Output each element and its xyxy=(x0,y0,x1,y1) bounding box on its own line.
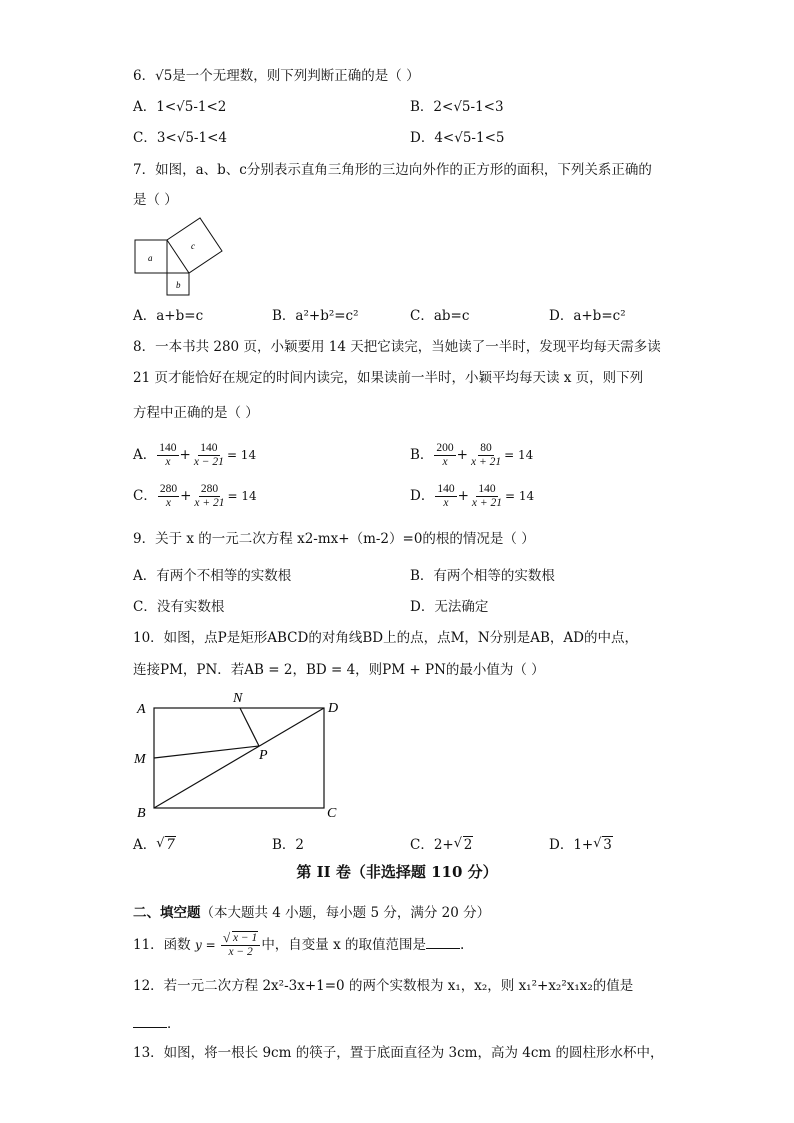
q10-c-sqrt xyxy=(454,835,474,855)
q12-answer-line xyxy=(133,1014,181,1034)
q8-c-frac2 xyxy=(192,483,226,510)
q8-d-den1: x xyxy=(443,497,449,509)
q10-d-radicand: 3 xyxy=(603,837,612,853)
q10-label-a: A xyxy=(137,702,146,717)
q10-c-prefix: 2+ xyxy=(433,837,454,853)
q9-option-d: D．无法确定 xyxy=(410,599,489,615)
q8-d-eq: = 14 xyxy=(505,489,535,503)
q8-c-den1: x xyxy=(165,497,172,509)
q10-d-label: D． xyxy=(549,837,574,853)
q11-end: . xyxy=(460,937,465,953)
q8-a-den1: x xyxy=(165,456,171,468)
q8-c-label: C． xyxy=(133,488,157,504)
q8-b-num2: 80 xyxy=(480,442,492,454)
q10-c-label: C． xyxy=(410,837,434,853)
q6-stem: 6．√5是一个无理数，则下列判断正确的是（ ） xyxy=(133,68,420,84)
q10-option-d xyxy=(549,835,613,855)
q7-option-d: D．a+b=c² xyxy=(549,308,626,324)
q10-label-c: C xyxy=(327,806,337,821)
q6-option-a: A．1<√5-1<2 xyxy=(133,99,227,115)
q6-option-c: C．3<√5-1<4 xyxy=(133,130,227,146)
q8-d-num2: 140 xyxy=(478,483,496,495)
q10-label-b: B xyxy=(137,806,146,821)
q12-answer-blank[interactable] xyxy=(133,1015,167,1028)
q8-c-eq: = 14 xyxy=(227,489,257,503)
q8-b-den1: x xyxy=(442,456,448,468)
q8-option-a: A． $\frac{140}{x}$ + $\frac{140}{x - 21}$ = 14 xyxy=(133,442,257,468)
q8-d-frac1 xyxy=(435,483,456,510)
q11-sqrt xyxy=(223,932,258,945)
section-2-title: 第 II 卷（非选择题 110 分） xyxy=(296,863,498,881)
q11-prefix: 11．函数 xyxy=(133,937,191,953)
q11-den: x − 2 xyxy=(228,946,253,958)
q10-a-sqrt xyxy=(156,835,176,855)
q11-frac xyxy=(221,932,260,959)
q10-a-radicand: 7 xyxy=(166,837,175,853)
q10-stem-line2: 连接PM，PN．若AB = 2，BD = 4，则PM + PN的最小值为（ ） xyxy=(133,662,545,678)
q8-b-frac2 xyxy=(469,442,503,469)
q8-a-eq: = 14 xyxy=(226,448,257,462)
q8-option-b: B． $\frac{200}{x}$ + $\frac{80}{x + 21}$ = 14 xyxy=(410,442,534,468)
q9-stem: 9．关于 x 的一元二次方程 x2-mx+（m-2）=0的根的情况是（ ） xyxy=(133,531,535,547)
q8-b-frac1 xyxy=(434,442,455,469)
q8-b-eq: = 14 xyxy=(504,448,534,462)
q8-d-label: D． xyxy=(410,488,435,504)
q10-stem-line1: 10．如图，点P是矩形ABCD的对角线BD上的点，点M，N分别是AB，AD的中点， xyxy=(133,630,638,646)
q11-answer-blank[interactable] xyxy=(426,936,460,949)
q7-stem-line2: 是（ ） xyxy=(133,192,178,208)
q10-a-label: A． xyxy=(133,837,157,853)
q9-option-b: B．有两个相等的实数根 xyxy=(410,568,555,584)
q8-d-frac2 xyxy=(470,483,504,510)
q10-label-d: D xyxy=(328,701,339,716)
q8-a-frac1 xyxy=(157,442,178,469)
q7-label-a: a xyxy=(148,253,153,263)
q10-option-a xyxy=(133,835,176,855)
q7-stem-line1: 7．如图，a、b、c分别表示直角三角形的三边向外作的正方形的面积，下列关系正确的 xyxy=(133,162,652,178)
q7-option-a: A．a+b=c xyxy=(133,308,204,324)
q8-d-num1: 140 xyxy=(437,483,455,495)
q6-option-b: B．2<√5-1<3 xyxy=(410,99,504,115)
q12-stem: 12．若一元二次方程 2x²-3x+1=0 的两个实数根为 x₁，x₂，则 x₁²+x₂²x₁x₂的值是 xyxy=(133,978,634,994)
q6-option-d: D．4<√5-1<5 xyxy=(410,130,505,146)
q10-label-m: M xyxy=(134,752,146,767)
q8-stem-line3: 方程中正确的是（ ） xyxy=(133,405,259,421)
q11-post: 中，自变量 x 的取值范围是 xyxy=(261,937,427,953)
q8-a-frac2 xyxy=(192,442,226,469)
q8-a-num1: 140 xyxy=(159,442,177,454)
q8-a-num2: 140 xyxy=(200,442,218,454)
q8-c-num2: 280 xyxy=(200,483,219,495)
q11-num xyxy=(221,932,260,946)
q8-option-d: D． $\frac{140}{x}$ + $\frac{140}{x + 21}$ = 14 xyxy=(410,483,535,509)
q10-c-radicand: 2 xyxy=(463,837,473,853)
q10-option-c xyxy=(410,835,473,855)
q10-d-prefix: 1+ xyxy=(573,837,594,853)
q8-d-den2: x + 21 xyxy=(471,497,503,509)
q8-option-c: C． $\frac{280}{x}$ + $\frac{280}{x + 21}$ = 14 xyxy=(133,483,257,509)
q12-end: ． xyxy=(167,1016,181,1032)
q9-option-c: C．没有实数根 xyxy=(133,599,225,615)
q13-stem: 13．如图，将一根长 9cm 的筷子，置于底面直径为 3cm，高为 4cm 的圆柱形水杯中， xyxy=(133,1045,664,1061)
q10-label-n: N xyxy=(233,691,243,706)
q8-stem-line1: 8．一本书共 280 页，小颖要用 14 天把它读完，当她读了一半时，发现平均每天需多读 xyxy=(133,339,661,355)
part2-title: 二、填空题 xyxy=(133,905,201,921)
q8-b-den2: x + 21 xyxy=(470,456,502,468)
q8-c-den2: x + 21 xyxy=(194,497,225,509)
q11-y: y = xyxy=(194,938,216,952)
q10-d-sqrt xyxy=(593,835,613,855)
part2-note: （本大题共 4 小题，每小题 5 分，满分 20 分） xyxy=(200,905,491,921)
q8-b-num1: 200 xyxy=(436,442,454,454)
q10-option-b: B．2 xyxy=(272,837,305,853)
q7-squares-figure xyxy=(133,215,228,300)
q7-option-c: C．ab=c xyxy=(410,308,470,324)
q11-radicand: x − 1 xyxy=(232,932,258,944)
q9-option-a: A．有两个不相等的实数根 xyxy=(133,568,292,584)
q10-rectangle-figure xyxy=(130,686,350,821)
q10-label-p: P xyxy=(259,748,268,763)
q8-a-label: A． xyxy=(133,447,157,463)
q7-option-b: B．a²+b²=c² xyxy=(272,308,359,324)
q8-stem-line2: 21 页才能恰好在规定的时间内读完，如果读前一半时，小颖平均每天读 x 页，则下列 xyxy=(133,370,644,386)
q7-label-c: c xyxy=(191,241,195,251)
q8-c-num1: 280 xyxy=(159,483,178,495)
q7-label-b: b xyxy=(176,280,181,290)
q8-a-den2: x − 21 xyxy=(193,456,224,468)
q8-b-label: B． xyxy=(410,447,434,463)
q11 xyxy=(133,928,464,962)
q8-c-frac1 xyxy=(158,483,179,510)
part2-heading xyxy=(133,903,490,923)
